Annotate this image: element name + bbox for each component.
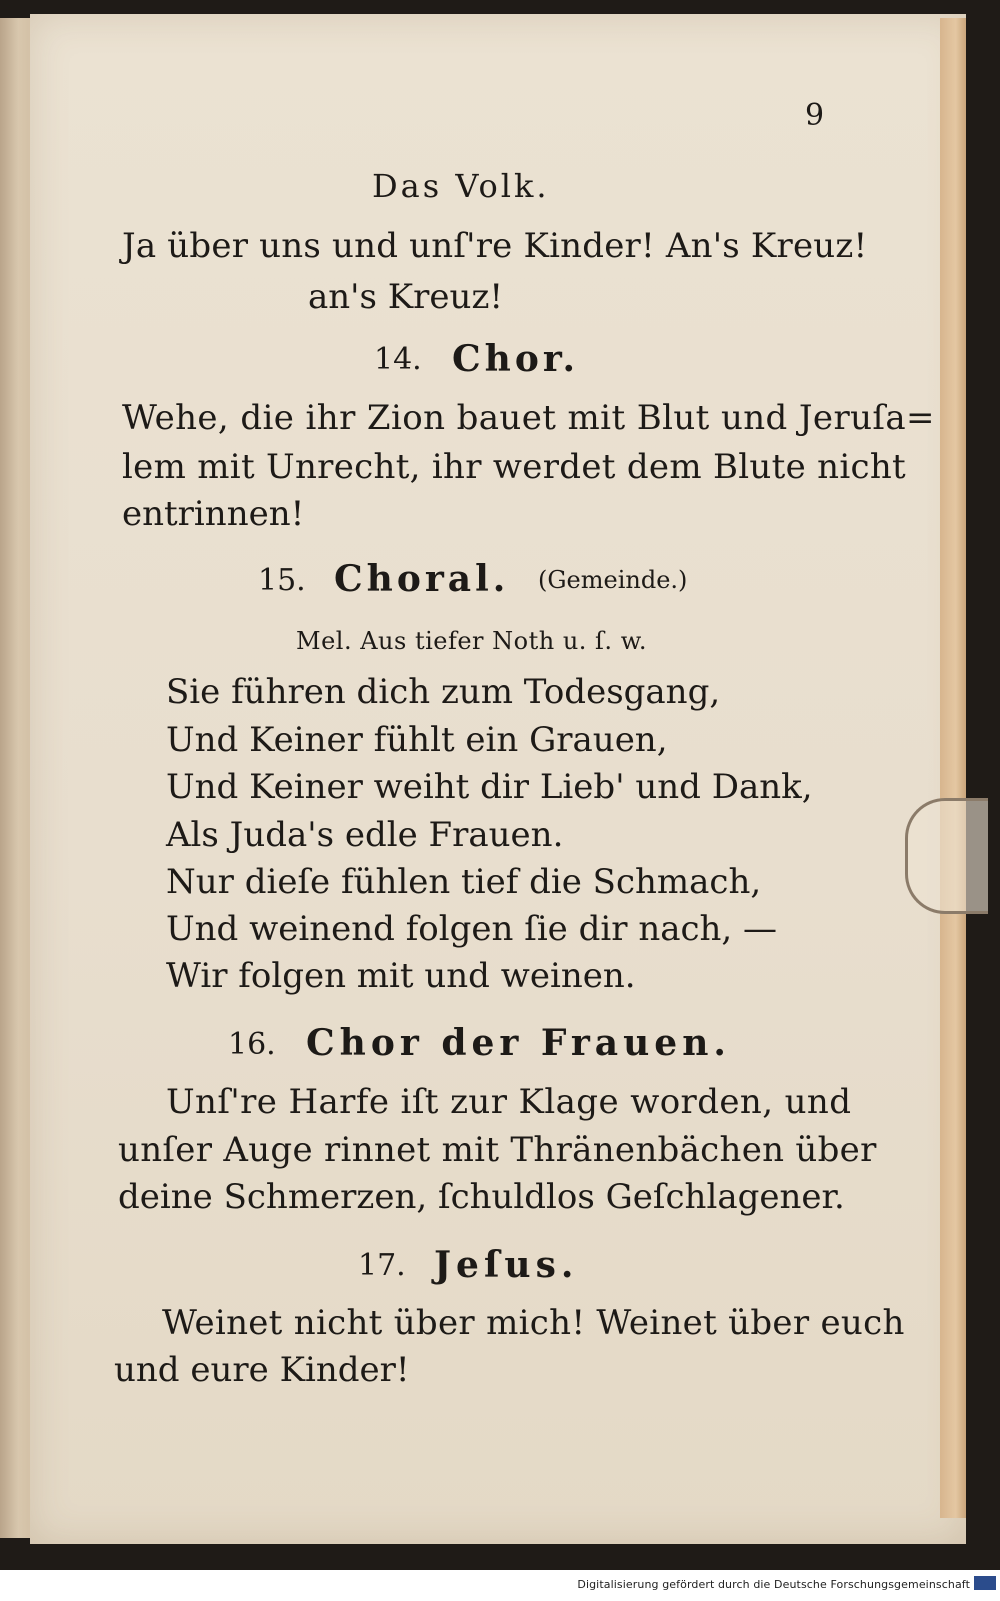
melody-line: Mel. Aus tiefer Noth u. ſ. w. (296, 627, 648, 655)
section-number-16: 16. (228, 1027, 276, 1062)
chor16-line: deine Schmerzen, ſchuldlos Geſchlagener. (118, 1177, 845, 1217)
section-title-choral: Choral. (334, 558, 510, 600)
section-heading-volk: Das Volk. (372, 167, 550, 205)
chor14-line: Wehe, die ihr Zion bauet mit Blut und Jeruſa= (122, 398, 935, 438)
verse-line: Als Juda's edle Frauen. (166, 815, 564, 855)
jesus17-line: und eure Kinder! (114, 1350, 410, 1390)
verse-line: Nur dieſe fühlen tief die Schmach, (166, 862, 762, 902)
section-number-15: 15. (258, 563, 306, 598)
section-title-chor: Chor. (452, 338, 580, 380)
footer-credit: Digitalisierung gefördert durch die Deutsche Forschungsgemeinschaft (577, 1578, 970, 1591)
verse-line: Sie führen dich zum Todesgang, (166, 672, 721, 712)
section-title-jesus: Jeſus. (434, 1244, 579, 1286)
volk-line: an's Kreuz! (308, 277, 504, 317)
chor14-line: lem mit Unrecht, ihr werdet dem Blute nicht (122, 447, 906, 487)
chor14-line: entrinnen! (122, 494, 305, 534)
verse-line: Und Keiner fühlt ein Grauen, (166, 720, 668, 760)
section-number-17: 17. (358, 1248, 406, 1283)
page-number: 9 (805, 98, 825, 133)
verse-line: Und Keiner weiht dir Lieb' und Dank, (166, 767, 813, 807)
verse-line: Und weinend folgen ſie dir nach, — (166, 909, 778, 949)
bookmark-tab (905, 798, 988, 914)
jesus17-line: Weinet nicht über mich! Weinet über euch (162, 1303, 905, 1343)
dfg-logo (974, 1576, 996, 1590)
section-number-14: 14. (374, 342, 422, 377)
verse-line: Wir folgen mit und weinen. (166, 956, 636, 996)
section-note-gemeinde: (Gemeinde.) (538, 566, 688, 594)
section-title-chor-der-frauen: Chor der Frauen. (306, 1022, 731, 1064)
right-page-edge (940, 18, 966, 1518)
volk-line: Ja über uns und unſ're Kinder! An's Kreuz! (122, 226, 868, 266)
chor16-line: unſer Auge rinnet mit Thränenbächen über (118, 1130, 877, 1170)
chor16-line: Unſ're Harfe iſt zur Klage worden, und (166, 1082, 852, 1122)
